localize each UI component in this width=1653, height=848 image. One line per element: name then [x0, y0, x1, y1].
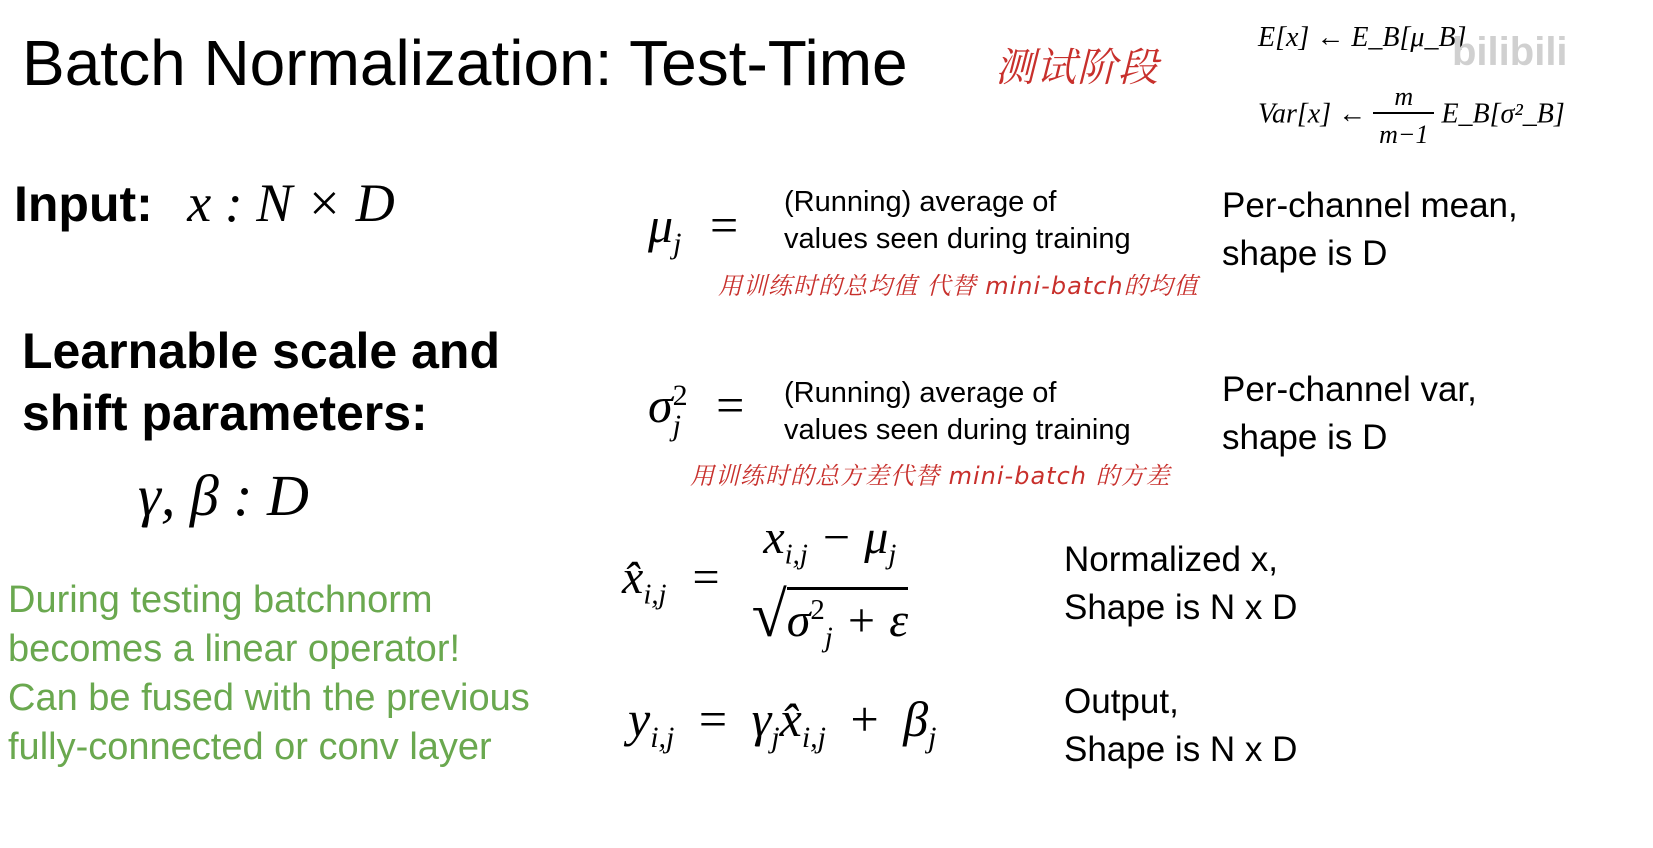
xhat-num-x-sub: i,j: [784, 538, 808, 571]
sigma-handwritten-note: 用训练时的总方差代替 mini-batch 的方差: [690, 462, 1171, 490]
mu-equation: [648, 196, 738, 261]
input-label: Input:: [14, 176, 153, 232]
sigma-sub: j: [672, 408, 682, 442]
output-plus: +: [850, 691, 879, 747]
handwritten-title-annotation: 测试阶段: [995, 45, 1159, 91]
y-sub: i,j: [650, 721, 675, 754]
gamma-sub: j: [771, 721, 780, 754]
sigma-note-line2: shape is D: [1222, 418, 1388, 457]
sigma-sup: 2: [672, 378, 688, 412]
mu-handwritten-note: 用训练时的总均值 代替 mini-batch的均值: [718, 272, 1199, 300]
sigma-equals: =: [716, 377, 745, 433]
sigma-note-line1: Per-channel var,: [1222, 370, 1477, 409]
xhat-num-x: x: [763, 511, 785, 564]
corner-formula-fraction: [1373, 82, 1434, 150]
y-symbol: y: [628, 691, 651, 747]
mu-note-line2: shape is D: [1222, 234, 1388, 273]
sigma-note: [1222, 366, 1477, 462]
xhat-den-rest: + ε: [832, 593, 909, 647]
output-xhat-sub: i,j: [801, 721, 826, 754]
xhat-sub: i,j: [643, 578, 667, 611]
corner-formula-var-right: E_B[σ²_B]: [1441, 98, 1565, 130]
output-equals: =: [698, 691, 728, 747]
xhat-note: [1064, 536, 1297, 632]
xhat-denominator: [746, 572, 915, 655]
output-note: [1064, 678, 1297, 774]
xhat-note-line1: Normalized x,: [1064, 540, 1278, 579]
mu-sub: j: [673, 227, 682, 260]
learnable-heading-line2: shift parameters:: [22, 385, 428, 441]
output-note-line2: Shape is N x D: [1064, 730, 1298, 769]
xhat-fraction: [746, 510, 915, 654]
xhat-note-line2: Shape is N x D: [1064, 588, 1298, 627]
sigma-desc-line1: (Running) average of: [784, 377, 1057, 409]
input-row: [14, 172, 395, 234]
green-note-line3: Can be fused with the previous: [8, 677, 530, 719]
learnable-heading: [22, 320, 500, 444]
green-note-line4: fully-connected or conv layer: [8, 726, 492, 768]
corner-formula-num: m: [1394, 82, 1414, 111]
slide-title: Batch Normalization: Test-Time: [22, 27, 908, 99]
xhat-den-sub: j: [824, 621, 833, 654]
xhat-symbol: x̂: [622, 551, 644, 605]
mu-desc-line2: values seen during training: [784, 223, 1131, 255]
sigma-symbol: σ: [648, 377, 673, 433]
sqrt-icon: √: [751, 578, 787, 650]
input-expr: x : N × D: [187, 173, 395, 233]
xhat-radicand: [786, 587, 909, 654]
green-note: [8, 576, 530, 772]
xhat-equals: =: [692, 551, 720, 605]
xhat-den-sup: 2: [810, 593, 825, 626]
beta-symbol: β: [903, 691, 929, 747]
sigma-description: [784, 375, 1131, 449]
output-equation: [628, 690, 936, 755]
xhat-numerator: [746, 510, 915, 572]
mu-note: [1222, 182, 1518, 278]
output-note-line1: Output,: [1064, 682, 1179, 721]
mu-symbol: μ: [648, 197, 674, 253]
bilibili-watermark: bilibili: [1452, 30, 1568, 74]
xhat-num-mu: − μ: [807, 511, 889, 564]
gamma-symbol: γ: [751, 691, 772, 747]
green-note-line2: becomes a linear operator!: [8, 628, 461, 670]
mu-desc-line1: (Running) average of: [784, 186, 1057, 218]
learnable-expr: γ, β : D: [138, 463, 309, 528]
corner-formula-den: m−1: [1373, 112, 1434, 150]
beta-sub: j: [928, 721, 937, 754]
mu-description: [784, 184, 1131, 258]
sigma-equation: [648, 376, 744, 441]
corner-formula-var-left: Var[x] ←: [1258, 98, 1367, 130]
corner-formula-var: [1258, 82, 1565, 150]
corner-formula-mean: E[x] ← E_B[μ_B]: [1258, 22, 1467, 53]
mu-equals: =: [709, 197, 739, 253]
xhat-equation: [622, 510, 914, 654]
mu-note-line1: Per-channel mean,: [1222, 186, 1518, 225]
learnable-heading-line1: Learnable scale and: [22, 323, 501, 379]
output-xhat: x̂: [779, 691, 802, 747]
xhat-den-sigma: σ: [786, 593, 811, 647]
green-note-line1: During testing batchnorm: [8, 579, 433, 621]
sigma-desc-line2: values seen during training: [784, 414, 1131, 446]
xhat-num-mu-sub: j: [888, 538, 897, 571]
